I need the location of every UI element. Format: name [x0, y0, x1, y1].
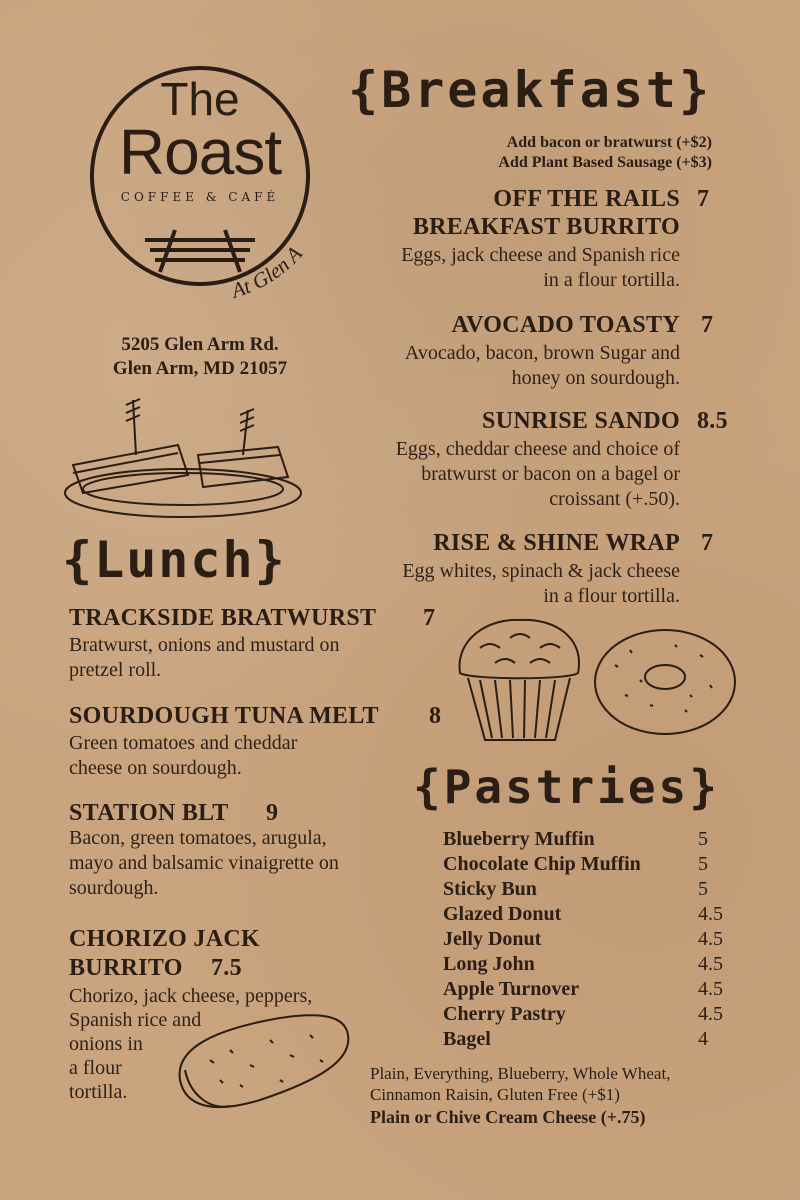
pastry-name: Blueberry Muffin: [443, 828, 595, 850]
burrito-illustration: [170, 1010, 360, 1120]
lunch-item-3-desc-2: mayo and balsamic vinaigrette on: [69, 852, 339, 874]
breakfast-item-2-desc-2: honey on sourdough.: [511, 367, 680, 389]
breakfast-addon-1: Add bacon or bratwurst (+$2): [506, 134, 712, 151]
pastry-row: [443, 853, 743, 878]
pastry-name: Bagel: [443, 1028, 491, 1050]
breakfast-item-3-price: 8.5: [697, 408, 728, 434]
pastry-row: [443, 978, 743, 1003]
logo-arc-text: At Glen A: [228, 241, 307, 303]
lunch-heading: {Lunch}: [62, 531, 287, 589]
pastry-price: 4.5: [698, 903, 723, 925]
pastry-name: Jelly Donut: [443, 928, 542, 950]
breakfast-item-3-desc-3: croissant (+.50).: [549, 488, 680, 510]
pastry-row: [443, 878, 743, 903]
breakfast-item-1-price: 7: [697, 186, 710, 212]
lunch-item-4-desc-4: a flour: [69, 1057, 122, 1079]
breakfast-item-3-name: SUNRISE SANDO: [482, 408, 680, 434]
breakfast-item-1-desc-1: Eggs, jack cheese and Spanish rice: [401, 244, 680, 266]
lunch-item-3-name: STATION BLT: [69, 800, 229, 826]
pastry-row: [443, 1028, 743, 1053]
breakfast-item-4-desc-1: Egg whites, spinach & jack cheese: [402, 560, 680, 582]
breakfast-item-4-name: RISE & SHINE WRAP: [433, 530, 680, 556]
pastry-price: 5: [698, 853, 708, 875]
breakfast-item-2-price: 7: [701, 312, 714, 338]
breakfast-item-4-desc-2: in a flour tortilla.: [543, 585, 680, 607]
breakfast-item-2-name: AVOCADO TOASTY: [451, 312, 680, 338]
pastry-name: Cherry Pastry: [443, 1003, 566, 1025]
address-city: Glen Arm, MD 21057: [112, 358, 288, 379]
pastry-name: Long John: [443, 953, 535, 975]
lunch-item-3-desc-3: sourdough.: [69, 877, 159, 899]
lunch-item-2-desc-1: Green tomatoes and cheddar: [69, 732, 298, 754]
breakfast-addon-2: Add Plant Based Sausage (+$3): [498, 154, 712, 171]
muffin-illustration: [450, 618, 590, 748]
pastry-row: [443, 828, 743, 853]
breakfast-item-2-desc-1: Avocado, bacon, brown Sugar and: [404, 342, 680, 364]
pastry-row: [443, 903, 743, 928]
lunch-item-4-price: 7.5: [211, 955, 242, 981]
pastry-price: 4.5: [698, 928, 723, 950]
bagel-note-1: Plain, Everything, Blueberry, Whole Wheat,: [370, 1064, 671, 1083]
lunch-item-4-desc-5: tortilla.: [69, 1081, 128, 1103]
lunch-item-4-desc-2: Spanish rice and: [69, 1009, 202, 1031]
lunch-item-2-price: 8: [429, 703, 442, 729]
lunch-item-1-desc-1: Bratwurst, onions and mustard on: [69, 634, 340, 656]
pastry-price: 4: [698, 1028, 708, 1050]
breakfast-item-4-price: 7: [701, 530, 714, 556]
pastry-price: 5: [698, 828, 708, 850]
breakfast-item-1-desc-2: in a flour tortilla.: [543, 269, 680, 291]
pastry-price: 4.5: [698, 953, 723, 975]
sandwich-illustration: [58, 395, 308, 525]
lunch-item-4-name-2: BURRITO: [69, 955, 183, 981]
lunch-item-4-desc-3: onions in: [69, 1033, 143, 1055]
logo-line1: The: [160, 73, 240, 125]
bagel-note-2: Cinnamon Raisin, Gluten Free (+$1): [370, 1085, 620, 1104]
lunch-item-2-name: SOURDOUGH TUNA MELT: [69, 703, 379, 729]
pastry-name: Sticky Bun: [443, 878, 537, 900]
pastry-row: [443, 953, 743, 978]
lunch-item-4-desc-1: Chorizo, jack cheese, peppers,: [69, 985, 313, 1007]
breakfast-item-3-desc-2: bratwurst or bacon on a bagel or: [421, 463, 680, 485]
pastry-row: [443, 928, 743, 953]
lunch-item-1-desc-2: pretzel roll.: [69, 659, 162, 681]
lunch-item-3-desc-1: Bacon, green tomatoes, arugula,: [69, 827, 327, 849]
pastry-price: 5: [698, 878, 708, 900]
pastry-name: Glazed Donut: [443, 903, 562, 925]
pastry-price: 4.5: [698, 978, 723, 1000]
address-street: 5205 Glen Arm Rd.: [121, 334, 279, 355]
lunch-item-3-price: 9: [266, 800, 279, 826]
pastry-name: Apple Turnover: [443, 978, 580, 1000]
lunch-item-4-name-1: CHORIZO JACK: [69, 926, 260, 952]
pastry-row: [443, 1003, 743, 1028]
breakfast-item-1-name-2: BREAKFAST BURRITO: [412, 214, 680, 240]
bagel-illustration: [590, 625, 740, 740]
logo-tagline: COFFEE & CAFÉ: [120, 190, 280, 204]
lunch-item-1-price: 7: [423, 605, 436, 631]
pastry-name: Chocolate Chip Muffin: [443, 853, 641, 875]
breakfast-item-3-desc-1: Eggs, cheddar cheese and choice of: [395, 438, 680, 460]
lunch-item-2-desc-2: cheese on sourdough.: [69, 757, 242, 779]
breakfast-item-1-name-1: OFF THE RAILS: [493, 186, 680, 212]
cream-cheese-note: Plain or Chive Cream Cheese (+.75): [370, 1107, 646, 1127]
pastries-heading: {Pastries}: [413, 760, 720, 814]
pastry-price: 4.5: [698, 1003, 723, 1025]
logo-line2: Roast: [118, 116, 282, 188]
lunch-item-1-name: TRACKSIDE BRATWURST: [69, 605, 377, 631]
logo: [80, 62, 320, 322]
breakfast-heading: {Breakfast}: [348, 61, 713, 119]
